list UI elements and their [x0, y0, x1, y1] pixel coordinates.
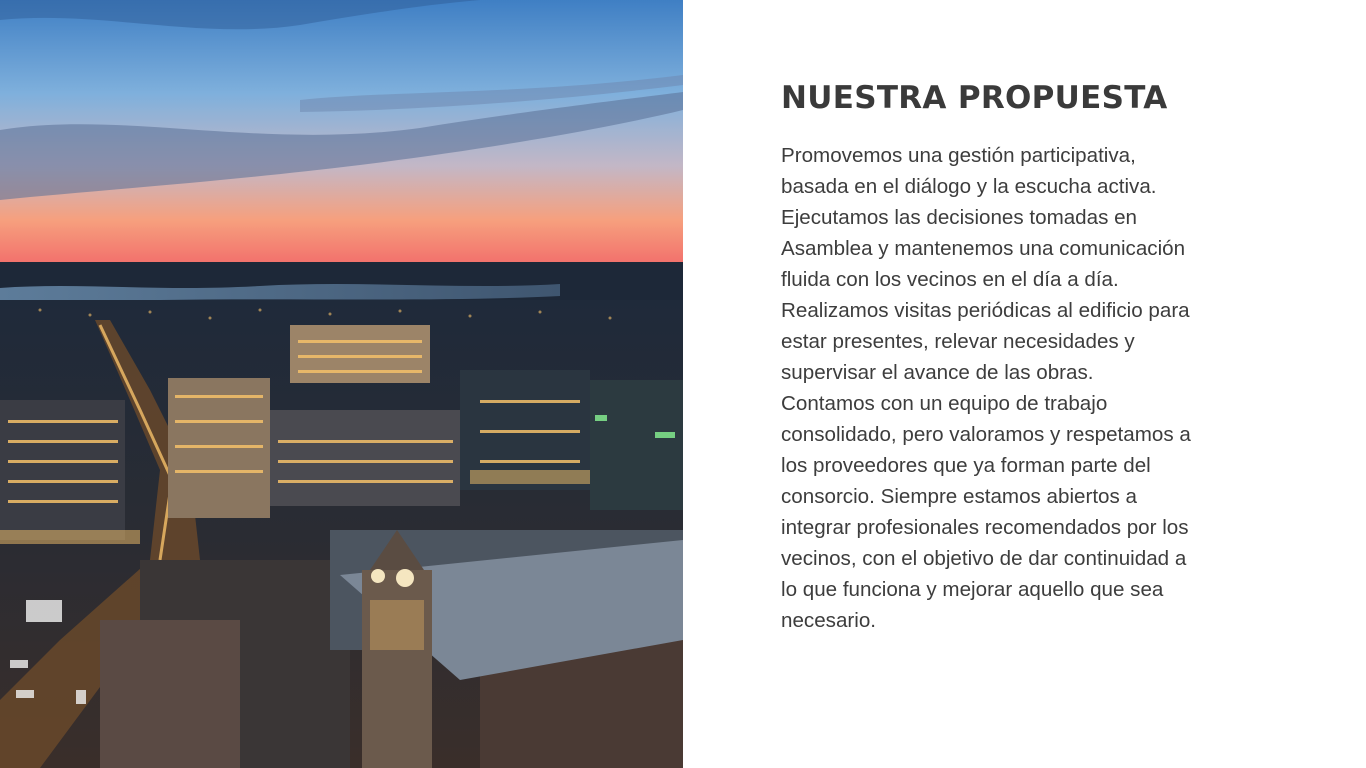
paragraph-line: Contamos con un equipo de trabajo [781, 392, 1108, 415]
paragraph-line: fluida con los vecinos en el día a día. [781, 268, 1119, 291]
building [270, 410, 460, 506]
paragraph-line: consorcio. Siempre estamos abiertos a [781, 485, 1137, 508]
paragraph-line: los proveedores que ya forman parte del [781, 454, 1151, 477]
paragraph-line: Asamblea y mantenemos una comunicación [781, 237, 1186, 260]
text-panel [781, 78, 1301, 636]
clock-tower [362, 570, 432, 768]
paragraph-line: Promovemos una gestión participativa, [781, 144, 1136, 167]
paragraph-line: basada en el diálogo y la escucha activa. [781, 175, 1157, 198]
paragraph-line: Ejecutamos las decisiones tomadas en [781, 206, 1138, 229]
building [590, 380, 683, 510]
clock-icon [371, 569, 385, 583]
slide-title: NUESTRA PROPUESTA [781, 80, 1168, 116]
building [100, 620, 240, 768]
paragraph-line: lo que funciona y mejorar aquello que sea [781, 578, 1164, 601]
paragraph-line: supervisar el avance de las obras. [781, 361, 1094, 384]
clock-icon [396, 569, 414, 587]
paragraph-line: Realizamos visitas periódicas al edificio para [781, 299, 1190, 322]
paragraph-line: estar presentes, relevar necesidades y [781, 330, 1135, 353]
paragraph-line: consolidado, pero valoramos y respetamos a [781, 423, 1191, 446]
proposal-paragraph [781, 140, 1301, 636]
building [290, 325, 430, 383]
paragraph-line: vecinos, con el objetivo de dar continuidad a [781, 547, 1187, 570]
paragraph-line: necesario. [781, 609, 877, 632]
paragraph-line: integrar profesionales recomendados por los [781, 516, 1189, 539]
